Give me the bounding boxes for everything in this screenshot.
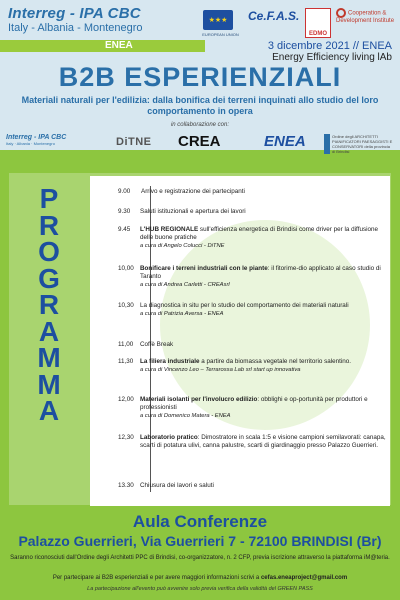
enea-label: ENEA <box>105 40 133 51</box>
eu-caption: EUROPEAN UNION <box>202 32 239 37</box>
event-lab: Energy Efficiency living lAb <box>272 52 392 63</box>
schedule-speaker: a cura di Patrizia Aversa - ENEA <box>140 311 224 317</box>
schedule-time: 11,30 <box>118 358 134 365</box>
schedule-text-wrap <box>140 434 390 450</box>
partner-enea-logo: ENEA <box>264 133 306 150</box>
schedule-text: Coffè Break <box>140 341 174 348</box>
schedule-time: 9.00 <box>118 188 131 195</box>
partner-interreg-logo <box>6 134 66 146</box>
schedule-time: 13.30 <box>118 482 134 489</box>
schedule-text: Saluti istituzionali e apertura dei lavori <box>140 208 246 215</box>
cefas-logo: Ce.F.A.S. <box>248 9 300 23</box>
partner-ditne-logo: DiTNE <box>116 136 152 148</box>
brand-countries: Italy - Albania - Montenegro <box>8 22 143 34</box>
contact-prefix: Per partecipare ai B2B esperienziali e per avere maggiori informazioni scrivi a <box>52 575 261 581</box>
event-date: 3 dicembre 2021 // ENEA <box>267 40 392 52</box>
schedule-text-wrap <box>140 265 390 289</box>
schedule-text-wrap <box>140 482 390 490</box>
eu-flag-icon: ★★★ <box>203 10 233 30</box>
schedule-title: Materiali isolanti per l'involucro edilizio <box>140 396 258 403</box>
schedule-speaker: a cura di Vincenzo Leo – Terrarossa Lab srl start up innovativa <box>140 367 301 373</box>
page-title: B2B ESPERIENZIALI <box>58 62 342 92</box>
partner-architetti-logo: Ordine degli ARCHITETTI PIANIFICATORI PAESAGGISTI E CONSERVATORI della provincia di Brindisi <box>324 134 394 154</box>
schedule-text-wrap <box>141 188 391 196</box>
enea-bar <box>0 40 205 52</box>
contact-info <box>10 575 390 581</box>
schedule-text: a partire da biomassa vegetale nel territorio salentino. <box>199 358 352 365</box>
schedule-title: Bonificare i terreni industriali con le piante <box>140 265 268 272</box>
schedule-text: : Dimostratore in scala 1:5 e visione campioni semilavorati: canapa, scarti di potatura ulivi, canna palustre, scarti di giardinaggio presso Palazzo Guerrieri. <box>140 434 386 449</box>
programma-letter: A <box>38 395 60 426</box>
schedule-text-wrap <box>140 358 390 374</box>
venue-room: Aula Conferenze <box>132 512 268 531</box>
page-subtitle: Materiali naturali per l'edilizia: dalla bonifica dei terreni inquinati allo studio del loro comportamento in opera <box>21 95 379 116</box>
programma-letter: G <box>38 262 60 294</box>
schedule-speaker: a cura di Angelo Colucci - DiTNE <box>140 243 225 249</box>
partner-crea-logo: CREA <box>178 133 221 150</box>
programma-vertical-label <box>34 183 64 426</box>
schedule-time: 10,30 <box>118 302 134 309</box>
programma-letter: M <box>37 342 61 373</box>
schedule-text-wrap <box>140 226 390 250</box>
schedule-text: La diagnostica in situ per lo studio del comportamento dei materiali naturali <box>140 302 349 309</box>
schedule-text-wrap <box>140 208 390 216</box>
schedule-title: Laboratorio pratico <box>140 434 198 441</box>
schedule-time: 9.30 <box>118 208 131 215</box>
cdi-ring-icon <box>336 8 346 18</box>
partner-interreg-name: Interreg - IPA CBC <box>6 134 67 141</box>
brand-title: Interreg - IPA CBC <box>8 5 141 22</box>
partner-interreg-sub: Italy · Albania · Montenegro <box>6 141 55 146</box>
schedule-title: La filiera industriale <box>140 358 200 365</box>
schedule-text-wrap <box>140 302 390 318</box>
venue-address: Palazzo Guerrieri, Via Guerrieri 7 - 72100 BRINDISI (Br) <box>18 533 382 549</box>
schedule-text: : il fitorime-dio applicato al caso studio di Taranto <box>140 265 381 280</box>
schedule-speaker: a cura di Domenico Matera - ENEA <box>140 413 231 419</box>
schedule-title: L'HUB REGIONALE <box>140 226 199 233</box>
collab-label: in collaborazione con: <box>170 122 230 128</box>
schedule-text: sull'efficienza energetica di Brindisi come driver per la diffusione delle buone pratiche <box>140 226 378 241</box>
programma-letter: O <box>38 236 60 267</box>
programma-letter: R <box>38 289 60 320</box>
programma-letter: A <box>38 315 60 347</box>
edmo-logo: EDMO <box>305 8 331 38</box>
schedule-text-wrap <box>140 396 390 420</box>
programma-letter: P <box>39 183 59 214</box>
cdi-label: Cooperation & Development Institute <box>336 10 395 24</box>
schedule-time: 9.45 <box>118 226 131 233</box>
cfp-credits: Saranno riconosciuti dall'Ordine degli Architetti PPC di Brindisi, co-organizzatore, n. 2 CFP, previa iscrizione attraverso la piattaforma iM@teria. <box>10 555 390 561</box>
schedule-time: 11,00 <box>118 341 134 348</box>
interreg-brand <box>8 5 198 34</box>
cdi-logo <box>336 8 396 25</box>
programma-letter: R <box>38 209 60 241</box>
schedule-time: 12,00 <box>118 396 134 403</box>
schedule-text-wrap <box>140 341 390 349</box>
programma-letter: M <box>37 368 61 400</box>
green-pass-note: La partecipazione all'evento può avvenire solo previa verifica della validità del GREEN PASS <box>87 586 313 592</box>
schedule-text: Chiusura dei lavori e saluti <box>140 482 214 489</box>
header-banner <box>0 0 400 154</box>
contact-email-link[interactable]: cefas.eneaproject@gmail.com <box>260 575 348 581</box>
schedule-speaker: a cura di Andrea Carletti - CREAsrl <box>140 282 230 288</box>
schedule-text: Arrivo e registrazione dei partecipanti <box>141 188 245 195</box>
schedule-text: : obblighi e op-portunità per produttori e professionisti <box>140 396 368 411</box>
schedule-time: 10,00 <box>118 265 134 272</box>
partner-logos <box>6 134 396 156</box>
schedule-time: 12,30 <box>118 434 134 441</box>
